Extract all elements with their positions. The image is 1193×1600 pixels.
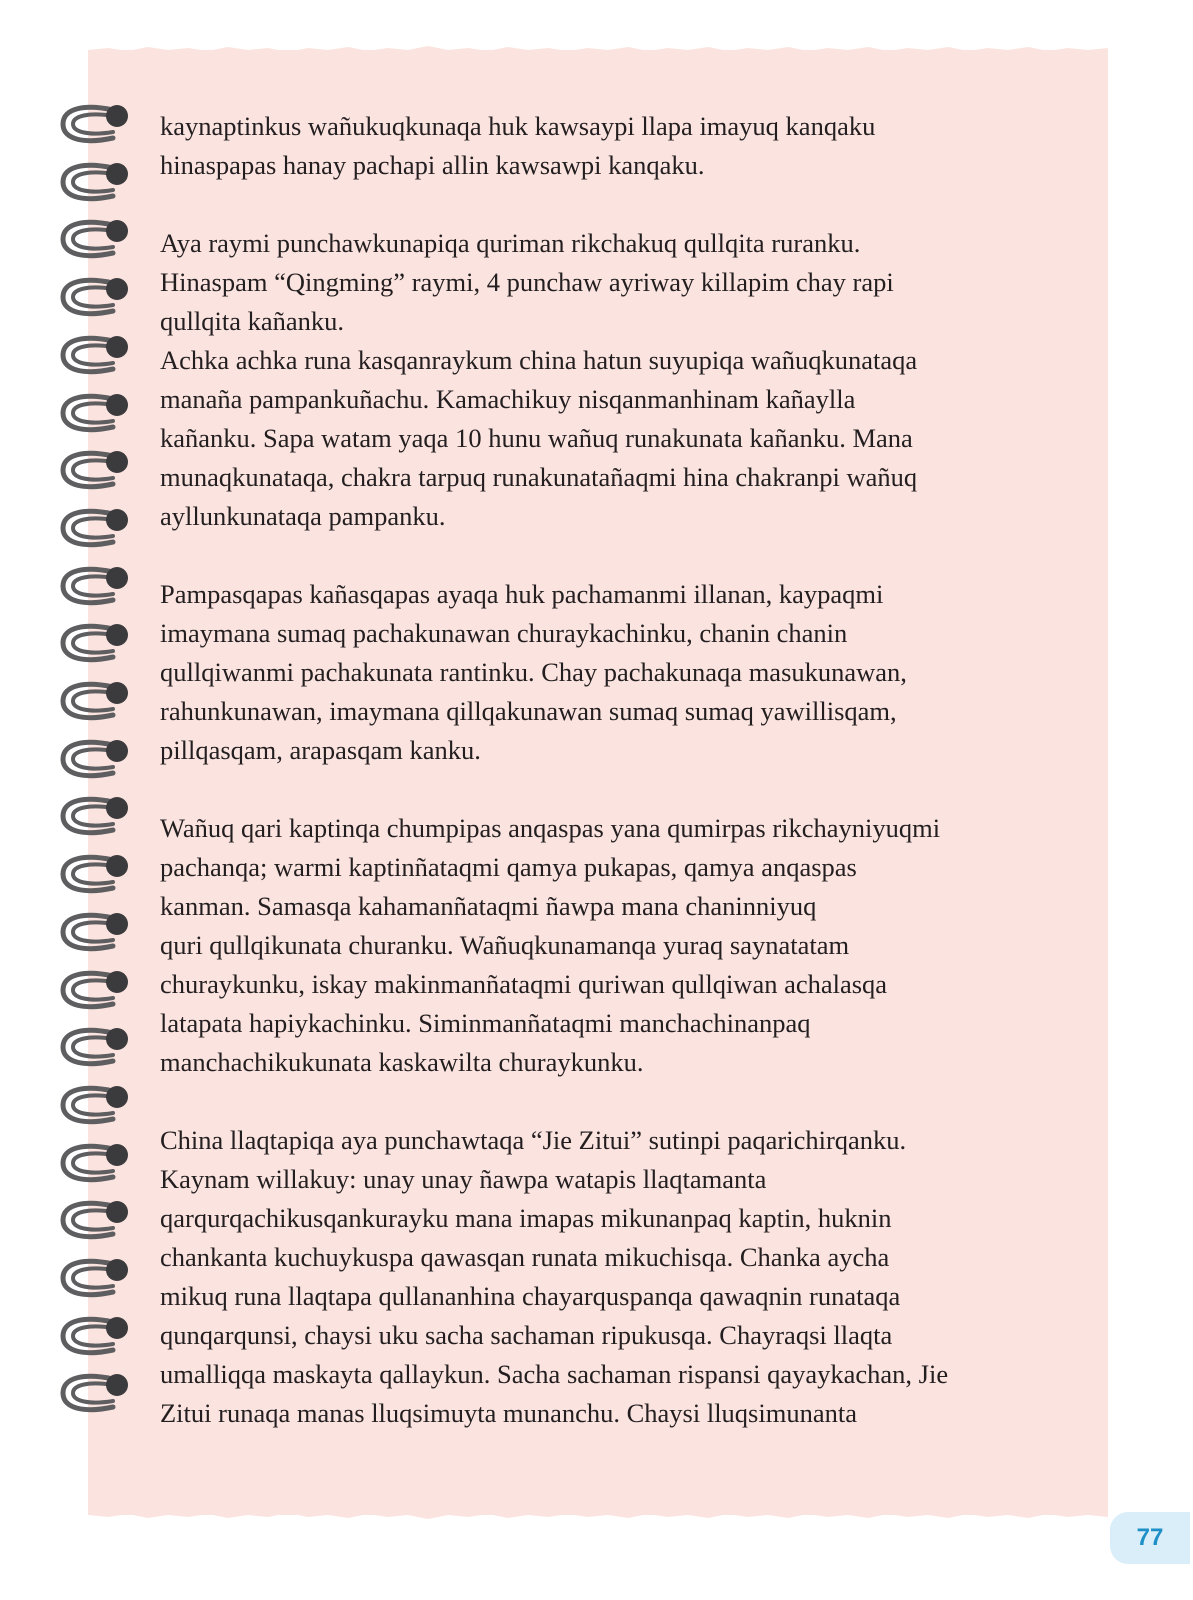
text-line: qunqarqunsi, chaysi uku sacha sachaman ripukusqa. Chayraqsi llaqta — [160, 1320, 893, 1350]
paragraph — [160, 224, 1060, 341]
text-line: latapata hapiykachinku. Siminmanñataqmi manchachinanpaq — [160, 1008, 811, 1038]
text-line: kaynaptinkus wañukuqkunaqa huk kawsaypi llapa imayuq kanqaku — [160, 111, 876, 141]
spiral-ring-icon — [55, 1139, 145, 1189]
text-line: imaymana sumaq pachakunawan churaykachinku, chanin chanin — [160, 618, 848, 648]
text-line: pachanqa; warmi kaptinñataqmi qamya pukapas, qamya anqaspas — [160, 852, 857, 882]
spiral-ring-icon — [55, 504, 145, 554]
text-line: kanman. Samasqa kahamanñataqmi ñawpa mana chaninniyuq — [160, 891, 817, 921]
text-line: pillqasqam, arapasqam kanku. — [160, 735, 481, 765]
spiral-ring-icon — [55, 389, 145, 439]
text-line: Wañuq qari kaptinqa chumpipas anqaspas yana qumirpas rikchayniyuqmi — [160, 813, 941, 843]
page-number: 77 — [1136, 1524, 1164, 1551]
text-line: quri qullqikunata churanku. Wañuqkunamanqa yuraq saynatatam — [160, 930, 850, 960]
spiral-ring-icon — [55, 908, 145, 958]
body-text — [160, 107, 1060, 1472]
torn-edge-top — [88, 42, 1108, 58]
spiral-ring-icon — [55, 273, 145, 323]
text-line: umalliqqa maskayta qallaykun. Sacha sachaman rispansi qayaykachan, Jie — [160, 1359, 949, 1389]
spiral-ring-icon — [55, 1312, 145, 1362]
paragraph — [160, 1121, 1060, 1433]
text-line: qullqiwanmi pachakunata rantinku. Chay pachakunaqa masukunawan, — [160, 657, 907, 687]
text-line: manchachikukunata kaskawilta churaykunku. — [160, 1047, 644, 1077]
paragraph — [160, 575, 1060, 770]
spiral-ring-icon — [55, 792, 145, 842]
spiral-ring-icon — [55, 331, 145, 381]
spiral-ring-icon — [55, 1254, 145, 1304]
text-line: kañanku. Sapa watam yaqa 10 hunu wañuq runakunata kañanku. Mana — [160, 423, 913, 453]
spiral-binding — [55, 100, 145, 1470]
spiral-ring-icon — [55, 562, 145, 612]
text-line: Achka achka runa kasqanraykum china hatun suyupiqa wañuqkunataqa — [160, 345, 918, 375]
spiral-ring-icon — [55, 100, 145, 150]
text-line: Pampasqapas kañasqapas ayaqa huk pachamanmi illanan, kaypaqmi — [160, 579, 884, 609]
text-line: Aya raymi punchawkunapiqa quriman rikchakuq qullqita ruranku. — [160, 228, 861, 258]
page-number-badge — [1110, 1512, 1190, 1564]
spiral-ring-icon — [55, 619, 145, 669]
text-line: Zitui runaqa manas lluqsimuyta munanchu. Chaysi lluqsimunanta — [160, 1398, 857, 1428]
text-line: qullqita kañanku. — [160, 306, 344, 336]
paragraph — [160, 341, 1060, 536]
text-line: chankanta kuchuykuspa qawasqan runata mikuchisqa. Chanka aycha — [160, 1242, 890, 1272]
spiral-ring-icon — [55, 1023, 145, 1073]
text-line: Kaynam willakuy: unay unay ñawpa watapis llaqtamanta — [160, 1164, 767, 1194]
text-line: churaykunku, iskay makinmanñataqmi quriwan qullqiwan achalasqa — [160, 969, 888, 999]
text-line: hinaspapas hanay pachapi allin kawsawpi kanqaku. — [160, 150, 705, 180]
text-line: manaña pampankuñachu. Kamachikuy nisqanmanhinam kañaylla — [160, 384, 856, 414]
text-line: qarqurqachikusqankurayku mana imapas mikunanpaq kaptin, huknin — [160, 1203, 892, 1233]
spiral-ring-icon — [55, 735, 145, 785]
paragraph — [160, 107, 1060, 185]
spiral-ring-icon — [55, 1369, 145, 1419]
text-line: ayllunkunataqa pampanku. — [160, 501, 446, 531]
spiral-ring-icon — [55, 158, 145, 208]
spiral-ring-icon — [55, 446, 145, 496]
text-line: rahunkunawan, imaymana qillqakunawan sumaq sumaq yawillisqam, — [160, 696, 897, 726]
spiral-ring-icon — [55, 215, 145, 265]
spiral-ring-icon — [55, 1196, 145, 1246]
spiral-ring-icon — [55, 966, 145, 1016]
spiral-ring-icon — [55, 850, 145, 900]
text-line: Hinaspam “Qingming” raymi, 4 punchaw ayriway killapim chay rapi — [160, 267, 894, 297]
text-line: China llaqtapiqa aya punchawtaqa “Jie Zitui” sutinpi paqarichirqanku. — [160, 1125, 907, 1155]
spiral-ring-icon — [55, 1081, 145, 1131]
torn-edge-bottom — [88, 1507, 1108, 1523]
spiral-ring-icon — [55, 677, 145, 727]
text-line: munaqkunataqa, chakra tarpuq runakunatañaqmi hina chakranpi wañuq — [160, 462, 918, 492]
paragraph — [160, 809, 1060, 1082]
text-line: mikuq runa llaqtapa qullananhina chayarquspanqa qawaqnin runataqa — [160, 1281, 901, 1311]
